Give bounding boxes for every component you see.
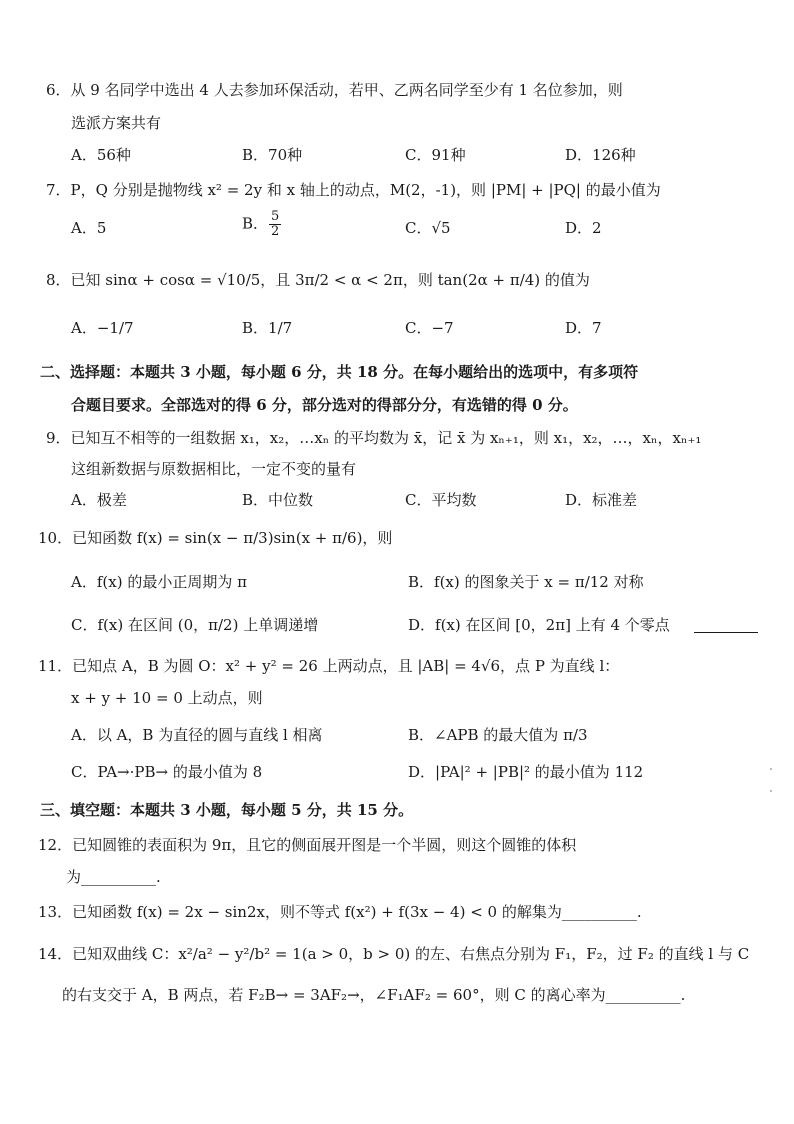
question-6-stem-line2: 选派方案共有 bbox=[71, 114, 162, 132]
question-8-option-b: B．1/7 bbox=[242, 319, 293, 337]
stray-underline bbox=[694, 632, 758, 633]
question-13-stem: 13．已知函数 f(x) = 2x − sin2x，则不等式 f(x²) + f(3x − 4) < 0 的解集为__________. bbox=[38, 903, 642, 921]
scan-speck bbox=[770, 768, 772, 770]
question-6-option-c: C．91种 bbox=[405, 146, 466, 164]
question-6-option-a: A．56种 bbox=[71, 146, 131, 164]
question-7-stem: 7．P，Q 分别是抛物线 x² = 2y 和 x 轴上的动点，M(2，-1)，则 |PM| + |PQ| 的最小值为 bbox=[46, 181, 661, 199]
question-9-option-a: A．极差 bbox=[71, 491, 127, 509]
question-7-option-b bbox=[242, 210, 282, 239]
question-9-stem-line1: 9．已知互不相等的一组数据 x₁，x₂，…xₙ 的平均数为 x̄，记 x̄ 为 xₙ₊₁，则 x₁，x₂，…，xₙ，xₙ₊₁ bbox=[46, 429, 702, 447]
question-11-stem-line2: x + y + 10 = 0 上动点，则 bbox=[71, 689, 263, 707]
question-8-option-a: A．−1/7 bbox=[71, 319, 134, 337]
question-10-option-c: C．f(x) 在区间 (0，π/2) 上单调递增 bbox=[71, 616, 319, 634]
question-8-option-d: D．7 bbox=[565, 319, 602, 337]
question-9-option-d: D．标准差 bbox=[565, 491, 638, 509]
question-11-option-a: A．以 A，B 为直径的圆与直线 l 相离 bbox=[71, 726, 323, 744]
fraction-numerator: 5 bbox=[271, 209, 280, 224]
question-11-option-c: C．PA→·PB→ 的最小值为 8 bbox=[71, 763, 263, 781]
question-9-option-c: C．平均数 bbox=[405, 491, 477, 509]
question-10-option-b: B．f(x) 的图象关于 x = π/12 对称 bbox=[408, 573, 644, 591]
question-10-option-d: D．f(x) 在区间 [0，2π] 上有 4 个零点 bbox=[408, 616, 670, 634]
question-10-stem: 10．已知函数 f(x) = sin(x − π/3)sin(x + π/6)，则 bbox=[38, 529, 393, 547]
question-7-option-b-fraction bbox=[269, 210, 281, 239]
scan-speck bbox=[770, 790, 772, 792]
question-9-option-b: B．中位数 bbox=[242, 491, 314, 509]
question-10-option-a: A．f(x) 的最小正周期为 π bbox=[71, 573, 247, 591]
question-7-option-b-prefix: B． bbox=[242, 214, 269, 233]
section-2-line1: 二、选择题：本题共 3 小题，每小题 6 分，共 18 分。在每小题给出的选项中，有多项符 bbox=[40, 363, 639, 381]
question-6-option-b: B．70种 bbox=[242, 146, 303, 164]
question-14-stem-line2: 的右支交于 A，B 两点，若 F₂B→ = 3AF₂→，∠F₁AF₂ = 60°，则 C 的离心率为__________. bbox=[62, 986, 686, 1004]
section-3-title: 三、填空题：本题共 3 小题，每小题 5 分，共 15 分。 bbox=[40, 801, 414, 819]
question-12-stem-line2: 为__________. bbox=[66, 868, 161, 886]
question-7-option-d: D．2 bbox=[565, 219, 602, 237]
question-8-option-c: C．−7 bbox=[405, 319, 454, 337]
question-11-option-b: B．∠APB 的最大值为 π/3 bbox=[408, 726, 588, 744]
question-6-stem-line1: 6．从 9 名同学中选出 4 人去参加环保活动，若甲、乙两名同学至少有 1 名位参加，则 bbox=[46, 81, 623, 99]
question-9-stem-line2: 这组新数据与原数据相比，一定不变的量有 bbox=[71, 460, 357, 478]
fraction-denominator: 2 bbox=[271, 224, 280, 239]
question-6-option-d: D．126种 bbox=[565, 146, 636, 164]
question-7-option-a: A．5 bbox=[71, 219, 107, 237]
section-2-line2: 合题目要求。全部选对的得 6 分，部分选对的得部分分，有选错的得 0 分。 bbox=[71, 396, 578, 414]
question-11-stem-line1: 11．已知点 A，B 为圆 O：x² + y² = 26 上两动点，且 |AB| = 4√6，点 P 为直线 l： bbox=[38, 657, 620, 675]
question-7-option-c: C．√5 bbox=[405, 219, 451, 237]
question-11-option-d: D．|PA|² + |PB|² 的最小值为 112 bbox=[408, 763, 644, 781]
question-12-stem-line1: 12．已知圆锥的表面积为 9π，且它的侧面展开图是一个半圆，则这个圆锥的体积 bbox=[38, 836, 577, 854]
question-14-stem-line1: 14．已知双曲线 C：x²/a² − y²/b² = 1(a > 0，b > 0) 的左、右焦点分别为 F₁，F₂，过 F₂ 的直线 l 与 C bbox=[38, 945, 750, 963]
question-8-stem: 8．已知 sinα + cosα = √10/5，且 3π/2 < α < 2π，则 tan(2α + π/4) 的值为 bbox=[46, 271, 590, 289]
